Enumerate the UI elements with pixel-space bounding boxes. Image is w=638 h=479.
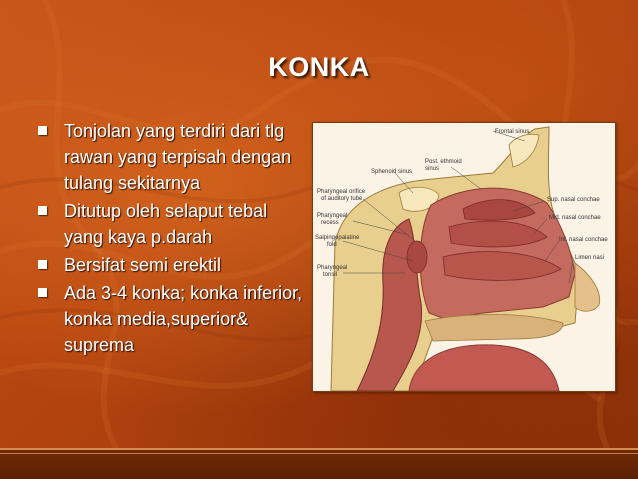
label-salpingopalatine: Salpingopalatine xyxy=(315,235,360,241)
label-limen-nasi: Limen nasi xyxy=(575,255,605,261)
bullet-item xyxy=(38,280,308,358)
bullet-item xyxy=(38,118,308,196)
bullet-text: Ada 3-4 konka; konka inferior, konka media,superior& suprema xyxy=(64,283,303,355)
square-bullet-icon xyxy=(38,288,47,297)
label-frontal-sinus: Frontal sinus xyxy=(495,129,530,135)
label-post-ethmoid-sinus: sinus xyxy=(425,166,440,172)
square-bullet-icon xyxy=(38,260,47,269)
bullet-item xyxy=(38,198,308,250)
slide-title: KONKA xyxy=(268,52,370,82)
footer-band xyxy=(0,448,638,479)
label-pharyngeal-tonsil-2: tonsil xyxy=(323,272,338,278)
label-pharyngeal-recess-2: recess xyxy=(321,220,339,226)
nasal-cavity-illustration xyxy=(312,122,616,392)
label-inf-nasal-conchae: Inf. nasal conchae xyxy=(559,237,608,243)
label-post-ethmoid: Post. ethmoid xyxy=(425,159,462,165)
label-salpingopalatine-2: fold xyxy=(327,242,337,248)
square-bullet-icon xyxy=(38,206,47,215)
bullet-list xyxy=(38,118,308,360)
bullet-text: Bersifat semi erektil xyxy=(64,255,222,275)
bullet-text: Tonjolan yang terdiri dari tlg rawan yang terpisah dengan tulang sekitarnya xyxy=(64,121,292,193)
bullet-text: Ditutup oleh selaput tebal yang kaya p.darah xyxy=(64,201,268,247)
bullet-item xyxy=(38,252,308,278)
square-bullet-icon xyxy=(38,126,47,135)
label-pharyngeal-tonsil: Pharyngeal xyxy=(317,265,348,271)
label-pharyngeal-orifice-2: of auditory tube xyxy=(321,196,363,202)
label-pharyngeal-orifice: Pharyngeal orifice xyxy=(317,189,366,195)
label-pharyngeal-recess: Pharyngeal xyxy=(317,213,348,219)
label-sphenoid-sinus: Sphenoid sinus xyxy=(371,169,413,175)
label-sup-nasal-conchae: Sup. nasal conchae xyxy=(547,197,600,203)
label-mid-nasal-conchae: Mid. nasal conchae xyxy=(549,215,601,221)
nasal-cavity-drawing xyxy=(313,123,615,391)
